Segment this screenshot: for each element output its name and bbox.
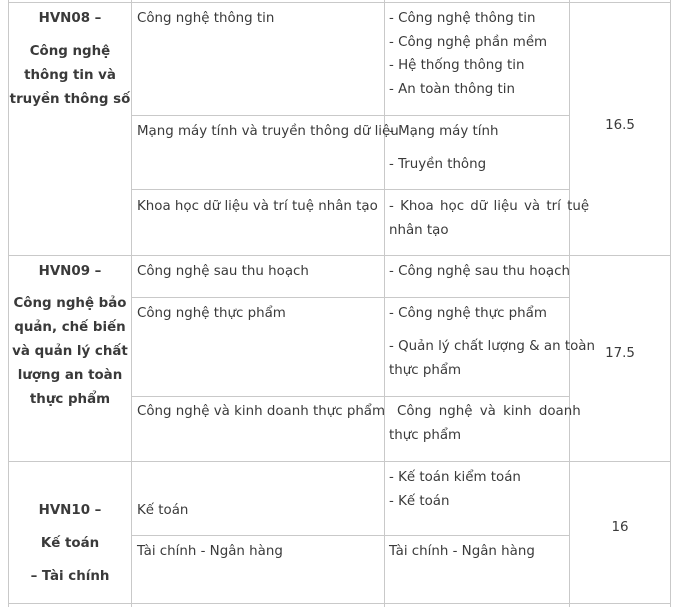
row-border: [131, 189, 570, 190]
col-border: [569, 0, 570, 607]
major-item: - Khoa học dữ liệu và trí tuệ: [389, 199, 590, 214]
program-name: Công nghệ sau thu hoạch: [137, 264, 309, 279]
score-value: 16.5: [605, 118, 635, 133]
group-name-line: và quản lý chất: [12, 344, 128, 359]
program-name: Công nghệ thực phẩm: [137, 306, 286, 321]
row-border: [131, 297, 570, 298]
major-item: Công nghệ và kinh doanh: [397, 404, 581, 419]
score-value: 16: [611, 520, 629, 535]
major-item: thực phẩm: [389, 428, 462, 443]
group-name-line: – Tài chính: [30, 569, 110, 584]
major-item: - Công nghệ thông tin: [389, 11, 536, 26]
major-item: - Công nghệ phần mềm: [389, 35, 548, 50]
program-name: Công nghệ và kinh doanh thực phẩm: [137, 404, 386, 419]
row-border: [131, 115, 570, 116]
program-name: Mạng máy tính và truyền thông dữ liệu: [137, 124, 399, 139]
row-border: [8, 603, 671, 604]
major-item: - Công nghệ sau thu hoạch: [389, 264, 570, 279]
group-name-line: Công nghệ bảo: [13, 296, 127, 311]
group-code: HVN10 –: [38, 503, 102, 518]
major-item: - Kế toán: [389, 494, 450, 509]
col-border: [670, 0, 671, 607]
major-item: - Truyền thông: [389, 157, 487, 172]
group-name-line: Kế toán: [40, 536, 100, 551]
group-name-line: thực phẩm: [29, 392, 111, 407]
row-border: [8, 461, 671, 462]
col-border: [384, 0, 385, 607]
group-name-line: quản, chế biến: [14, 320, 126, 335]
group-code: HVN08 –: [38, 11, 102, 26]
col-border: [131, 0, 132, 607]
program-name: Tài chính - Ngân hàng: [137, 544, 283, 559]
group-name-line: truyền thông số: [9, 92, 131, 107]
row-border: [131, 535, 570, 536]
row-border: [8, 255, 671, 256]
major-item: - Quản lý chất lượng & an toàn: [389, 339, 595, 354]
major-item: - Công nghệ thực phẩm: [389, 306, 547, 321]
group-code: HVN09 –: [38, 264, 102, 279]
group-name-line: lượng an toàn: [17, 368, 123, 383]
group-name-line: Công nghệ: [29, 44, 111, 59]
program-name: Kế toán: [137, 503, 189, 518]
group-name-line: thông tin và: [24, 68, 116, 83]
major-item: - An toàn thông tin: [389, 82, 516, 97]
program-name: Công nghệ thông tin: [137, 11, 275, 26]
row-border: [8, 2, 671, 3]
program-name: Khoa học dữ liệu và trí tuệ nhân tạo: [137, 199, 378, 214]
major-item: nhân tạo: [389, 223, 449, 238]
major-item: thực phẩm: [389, 363, 462, 378]
row-border: [131, 396, 570, 397]
major-item: - Kế toán kiểm toán: [389, 470, 521, 485]
major-item: - Mạng máy tính: [389, 124, 499, 139]
major-item: Tài chính - Ngân hàng: [389, 544, 535, 559]
major-item: - Hệ thống thông tin: [389, 58, 525, 73]
score-value: 17.5: [605, 346, 635, 361]
